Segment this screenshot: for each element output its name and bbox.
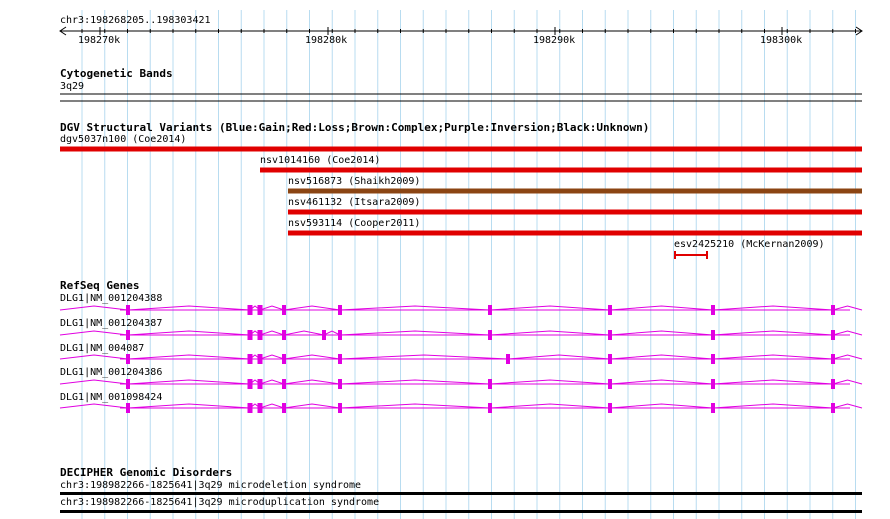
- dgv-variant-bar: [288, 231, 862, 236]
- dgv-feature-label[interactable]: nsv461132 (Itsara2009): [288, 197, 421, 208]
- ruler-tick-label: 198270k: [78, 35, 121, 46]
- dgv-variant-bar: [288, 210, 862, 215]
- dgv-feature-label[interactable]: esv2425210 (McKernan2009): [674, 239, 825, 250]
- ruler-tick-label: 198300k: [760, 35, 803, 46]
- dgv-feature-label[interactable]: nsv516873 (Shaikh2009): [288, 176, 421, 187]
- dgv-feature-label[interactable]: dgv5037n100 (Coe2014): [60, 134, 187, 145]
- dgv-variant-bar: [260, 168, 862, 173]
- gene-label[interactable]: DLG1|NM_001204387: [60, 318, 163, 329]
- decipher-feature-label[interactable]: chr3:198982266-1825641|3q29 microduplication syndrome: [60, 497, 380, 508]
- refseq-track-title[interactable]: RefSeq Genes: [60, 279, 140, 292]
- dgv-variant-bar: [288, 189, 862, 194]
- cytoband-track-title[interactable]: Cytogenetic Bands: [60, 67, 173, 80]
- decipher-feature-bar: [60, 492, 862, 495]
- gene-label[interactable]: DLG1|NM_001098424: [60, 392, 163, 403]
- ruler-tick-label: 198290k: [533, 35, 576, 46]
- ruler-coords-label: chr3:198268205..198303421: [60, 15, 211, 26]
- cytoband-label[interactable]: 3q29: [60, 81, 85, 92]
- dgv-feature-label[interactable]: nsv1014160 (Coe2014): [260, 155, 381, 166]
- dgv-track-title[interactable]: DGV Structural Variants (Blue:Gain;Red:Loss;Brown:Complex;Purple:Inversion;Black:Unknown): [60, 121, 650, 134]
- gene-label[interactable]: DLG1|NM_001204388: [60, 293, 163, 304]
- gene-label[interactable]: DLG1|NM_004087: [60, 343, 145, 354]
- dgv-variant-bar: [60, 147, 862, 152]
- decipher-feature-label[interactable]: chr3:198982266-1825641|3q29 microdeletion syndrome: [60, 480, 362, 491]
- dgv-feature-label[interactable]: nsv593114 (Cooper2011): [288, 218, 421, 229]
- ruler-tick-label: 198280k: [305, 35, 348, 46]
- decipher-track-title[interactable]: DECIPHER Genomic Disorders: [60, 466, 233, 479]
- gene-label[interactable]: DLG1|NM_001204386: [60, 367, 163, 378]
- decipher-feature-bar: [60, 510, 862, 513]
